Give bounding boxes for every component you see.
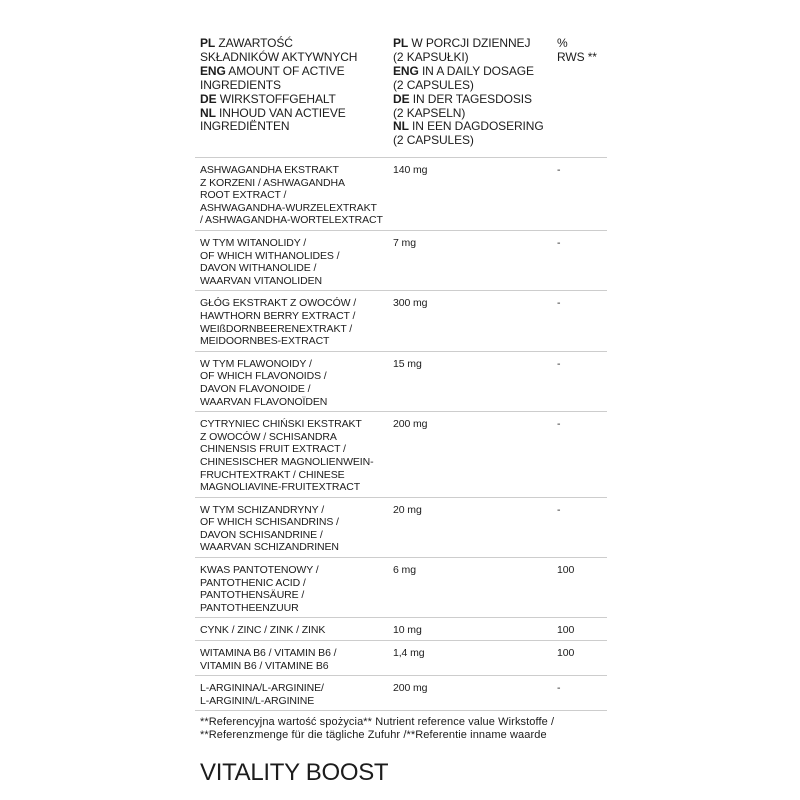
lang-code: DE — [200, 91, 217, 106]
ingredient-amount: 140 mg — [393, 164, 428, 177]
header-text: AMOUNT OF ACTIVE INGREDIENTS — [200, 63, 345, 92]
ingredient-row — [195, 351, 607, 411]
lang-code: NL — [393, 119, 409, 134]
header-lang-block — [393, 93, 557, 121]
ingredient-name: GŁÓG EKSTRAKT Z OWOCÓW / HAWTHORN BERRY EXTRACT / WEIßDORNBEERENEXTRAKT / MEIDOORNBES-EXTRACT — [200, 297, 357, 348]
ingredient-amount: 300 mg — [393, 297, 428, 310]
ingredient-name: W TYM WITANOLIDY / OF WHICH WITHANOLIDES / DAVON WITHANOLIDE / WAARVAN VITANOLIDEN — [200, 237, 340, 287]
lang-code: DE — [393, 91, 410, 106]
table-header — [195, 37, 607, 157]
header-text: IN DER TAGESDOSIS (2 KAPSELN) — [393, 91, 532, 120]
header-lang-block — [200, 107, 393, 135]
header-text: ZAWARTOŚĆ SKŁADNIKÓW AKTYWNYCH — [200, 36, 358, 64]
ingredient-name: CYNK / ZINC / ZINK / ZINK — [200, 624, 326, 637]
ingredients-table — [195, 37, 607, 742]
ingredient-row — [195, 157, 607, 230]
header-lang-block — [393, 37, 557, 65]
ingredient-name: L-ARGININA/L-ARGININE/ L-ARGININ/L-ARGININE — [200, 682, 324, 707]
header-text: WIRKSTOFFGEHALT — [219, 91, 336, 106]
ingredient-row — [195, 230, 607, 290]
lang-code: PL — [200, 36, 216, 50]
ingredient-amount: 7 mg — [393, 237, 416, 250]
ingredient-name: KWAS PANTOTENOWY / PANTOTHENIC ACID / PANTOTHENSÄURE / PANTOTHEENZUUR — [200, 564, 319, 614]
ingredient-amount: 20 mg — [393, 503, 422, 516]
header-lang-block — [200, 93, 393, 107]
ingredient-rws: - — [557, 503, 561, 516]
reference-value-footnote: **Referencyjna wartość spożycia** Nutrient reference value Wirkstoffe / **Referenzmenge für die tägliche Zufuhr /**Referentie inname waarde — [195, 710, 607, 742]
lang-code: ENG — [393, 63, 419, 78]
ingredient-name: W TYM SCHIZANDRYNY / OF WHICH SCHISANDRINS / DAVON SCHISANDRINE / WAARVAN SCHIZANDRINEN — [200, 503, 339, 554]
ingredient-amount: 6 mg — [393, 564, 416, 577]
lang-code: NL — [200, 105, 216, 120]
ingredient-rws: - — [557, 682, 561, 695]
header-lang-block — [200, 65, 393, 93]
ingredient-row — [195, 497, 607, 557]
header-daily-dosage-label — [393, 37, 557, 148]
header-lang-block — [200, 37, 393, 65]
ingredient-rws: 100 — [557, 564, 575, 577]
header-text: W PORCJI DZIENNEJ (2 KAPSUŁKI) — [393, 36, 531, 64]
header-active-ingredients-label — [195, 37, 393, 134]
ingredient-row — [195, 411, 607, 497]
ingredient-amount: 200 mg — [393, 418, 428, 431]
ingredient-rws: - — [557, 418, 561, 431]
header-text: IN EEN DAGDOSERING (2 CAPSULES) — [393, 119, 544, 148]
ingredient-amount: 1,4 mg — [393, 647, 425, 660]
header-rws-label: % RWS ** — [557, 36, 597, 64]
ingredient-amount: 200 mg — [393, 682, 428, 695]
header-text: INHOUD VAN ACTIEVE INGREDIËNTEN — [200, 105, 346, 134]
ingredient-rws: - — [557, 357, 561, 370]
product-title: VITALITY BOOST — [200, 759, 389, 786]
ingredient-amount: 10 mg — [393, 624, 422, 637]
ingredient-row — [195, 617, 607, 640]
ingredient-name: W TYM FLAWONOIDY / OF WHICH FLAVONOIDS / DAVON FLAVONOIDE / WAARVAN FLAVONOÏDEN — [200, 357, 328, 408]
ingredient-rws: - — [557, 164, 561, 177]
ingredient-rws: 100 — [557, 647, 575, 660]
ingredient-name: WITAMINA B6 / VITAMIN B6 / VITAMIN B6 / VITAMINE B6 — [200, 647, 337, 672]
header-lang-block — [393, 65, 557, 93]
ingredient-amount: 15 mg — [393, 357, 422, 370]
lang-code: ENG — [200, 63, 226, 78]
ingredient-row — [195, 290, 607, 350]
ingredient-row — [195, 675, 607, 710]
ingredient-name: ASHWAGANDHA EKSTRAKT Z KORZENI / ASHWAGANDHA ROOT EXTRACT / ASHWAGANDHA-WURZELEXTRAKT / ASHWAGANDHA-WORTELEXTRACT — [200, 164, 383, 227]
ingredient-row — [195, 557, 607, 617]
ingredient-rws: - — [557, 237, 561, 250]
header-lang-block — [393, 120, 557, 148]
ingredient-name: CYTRYNIEC CHIŃSKI EKSTRAKT Z OWOCÓW / SCHISANDRA CHINENSIS FRUIT EXTRACT / CHINESISCHER MAGNOLIENWEIN- FRUCHTEXTRAKT / CHINESE MAGNOLIAVINE-FRUITEXTRACT — [200, 418, 374, 494]
ingredient-row — [195, 640, 607, 675]
lang-code: PL — [393, 36, 409, 50]
ingredient-rws: - — [557, 297, 561, 310]
header-text: IN A DAILY DOSAGE (2 CAPSULES) — [393, 63, 534, 92]
ingredient-rws: 100 — [557, 624, 575, 637]
